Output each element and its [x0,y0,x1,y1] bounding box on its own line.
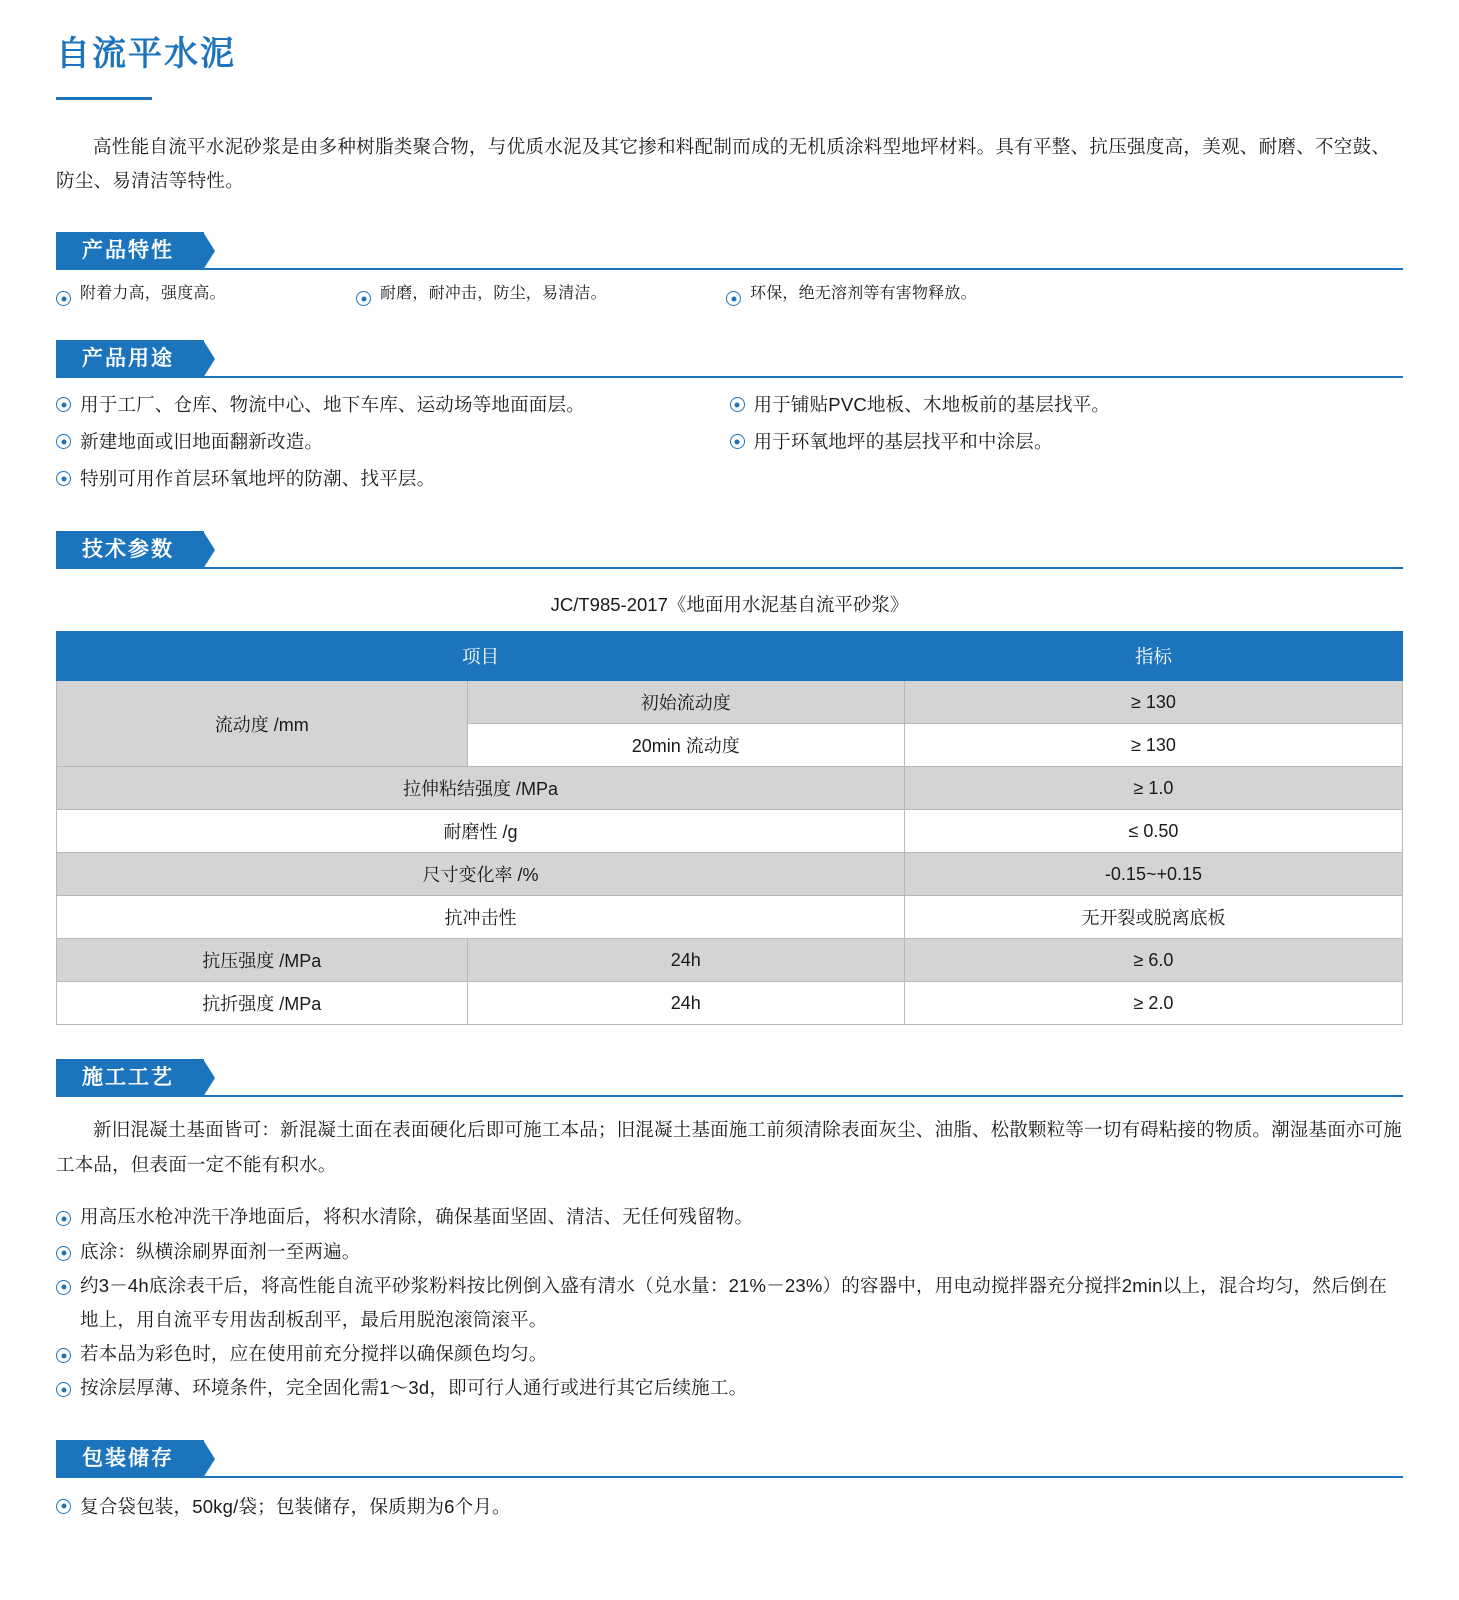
list-item [56,1337,1403,1371]
section-rule [56,567,1403,569]
list-item [56,1200,1403,1234]
table-row [57,767,1403,810]
list-item [56,1371,1403,1405]
cell-value: ≥ 6.0 [904,939,1402,982]
section-header-process [56,1059,1403,1097]
cell-value: ≥ 1.0 [904,767,1402,810]
cell-item-name: 流动度 /mm [57,681,468,767]
cell-item-name: 尺寸变化率 /% [57,853,905,896]
process-step: 约3－4h底涂表干后，将高性能自流平砂浆粉料按比例倒入盛有清水（兑水量：21%－23%）的容器中，用电动搅拌器充分搅拌2min以上，混合均匀，然后倒在地上，用自流平专用齿刮板刮平，最后用脱泡滚筒滚平。 [80,1274,1388,1331]
section-header-features [56,232,1403,270]
use-text: 用于铺贴PVC地板、木地板前的基层找平。 [753,394,1111,416]
table-header-row [57,632,1403,681]
section-features [56,232,1403,306]
process-step: 底涂：纵横涂刷界面剂一至两遍。 [80,1240,361,1262]
cell-item-name: 抗冲击性 [57,896,905,939]
list-item [730,386,1404,423]
circle-bullet-icon [726,291,741,306]
uses-list [56,386,1403,497]
title-underline [56,97,152,100]
cell-item-name: 抗折强度 /MPa [57,982,468,1025]
use-text: 用于工厂、仓库、物流中心、地下车库、运动场等地面面层。 [80,394,585,416]
uses-column-right [730,386,1404,497]
circle-bullet-icon [56,291,71,306]
cell-value: ≤ 0.50 [904,810,1402,853]
circle-bullet-icon [56,397,71,412]
cell-value: ≥ 2.0 [904,982,1402,1025]
circle-bullet-icon [730,434,745,449]
cell-value: -0.15~+0.15 [904,853,1402,896]
use-text: 用于环氧地坪的基层找平和中涂层。 [753,431,1053,453]
table-row [57,853,1403,896]
section-title-process: 施工工艺 [56,1059,204,1097]
list-item [56,423,730,460]
cell-item-name: 耐磨性 /g [57,810,905,853]
table-row [57,939,1403,982]
list-item [56,280,356,306]
table-header-item: 项目 [57,632,905,681]
cell-value: 无开裂或脱离底板 [904,896,1402,939]
process-step: 若本品为彩色时，应在使用前充分搅拌以确保颜色均匀。 [80,1343,548,1365]
circle-bullet-icon [56,1246,71,1261]
cell-item-name: 拉伸粘结强度 /MPa [57,767,905,810]
circle-bullet-icon [56,434,71,449]
circle-bullet-icon [56,1348,71,1363]
list-item [730,423,1404,460]
feature-text: 环保，绝无溶剂等有害物释放。 [750,285,977,303]
packaging-list [56,1488,1403,1525]
section-tech [56,531,1403,1025]
circle-bullet-icon [730,397,745,412]
feature-text: 耐磨，耐冲击，防尘，易清洁。 [380,285,607,303]
section-uses [56,340,1403,497]
use-text: 特别可用作首层环氧地坪的防潮、找平层。 [80,468,436,490]
table-header-index: 指标 [904,632,1402,681]
circle-bullet-icon [356,291,371,306]
list-item [56,1488,1403,1525]
circle-bullet-icon [56,1211,71,1226]
section-title-packaging: 包装储存 [56,1440,204,1478]
circle-bullet-icon [56,471,71,486]
table-row [57,681,1403,724]
section-header-tech [56,531,1403,569]
list-item [726,280,1403,306]
feature-text: 附着力高，强度高。 [80,285,226,303]
uses-column-left [56,386,730,497]
section-packaging [56,1440,1403,1525]
process-list [56,1200,1403,1405]
table-row [57,810,1403,853]
process-step: 按涂层厚薄、环境条件，完全固化需1～3d，即可行人通行或进行其它后续施工。 [80,1377,748,1399]
intro-paragraph: 高性能自流平水泥砂浆是由多种树脂类聚合物，与优质水泥及其它掺和料配制而成的无机质涂料型地坪材料。具有平整、抗压强度高，美观、耐磨、不空鼓、防尘、易清洁等特性。 [56,136,1391,192]
circle-bullet-icon [56,1382,71,1397]
section-rule [56,1476,1403,1478]
section-header-uses [56,340,1403,378]
section-rule [56,268,1403,270]
section-title-tech: 技术参数 [56,531,204,569]
table-row [57,982,1403,1025]
list-item [56,1269,1403,1337]
cell-value: ≥ 130 [904,724,1402,767]
section-process [56,1059,1403,1405]
section-header-packaging [56,1440,1403,1478]
section-title-uses: 产品用途 [56,340,204,378]
list-item [56,460,730,497]
table-row [57,896,1403,939]
packaging-text: 复合袋包装，50kg/袋；包装储存，保质期为6个月。 [80,1495,511,1517]
cell-value: ≥ 130 [904,681,1402,724]
process-intro: 新旧混凝土基面皆可：新混凝土面在表面硬化后即可施工本品；旧混凝土基面施工前须清除表面灰尘、油脂、松散颗粒等一切有碍粘接的物质。潮湿基面亦可施工本品，但表面一定不能有积水。 [56,1119,1403,1175]
process-step: 用高压水枪冲洗干净地面后，将积水清除，确保基面坚固、清洁、无任何残留物。 [80,1206,754,1228]
cell-sub-name: 24h [467,982,904,1025]
cell-sub-name: 20min 流动度 [467,724,904,767]
features-list [56,280,1403,306]
list-item [56,386,730,423]
circle-bullet-icon [56,1499,71,1514]
tech-parameters-table [56,631,1403,1025]
section-rule [56,1095,1403,1097]
list-item [56,1235,1403,1269]
section-title-features: 产品特性 [56,232,204,270]
circle-bullet-icon [56,1280,71,1295]
use-text: 新建地面或旧地面翻新改造。 [80,431,324,453]
cell-sub-name: 初始流动度 [467,681,904,724]
list-item [356,280,726,306]
standard-reference: JC/T985-2017《地面用水泥基自流平砂浆》 [550,594,909,616]
section-rule [56,376,1403,378]
cell-sub-name: 24h [467,939,904,982]
cell-item-name: 抗压强度 /MPa [57,939,468,982]
page-title: 自流平水泥 [56,35,236,73]
